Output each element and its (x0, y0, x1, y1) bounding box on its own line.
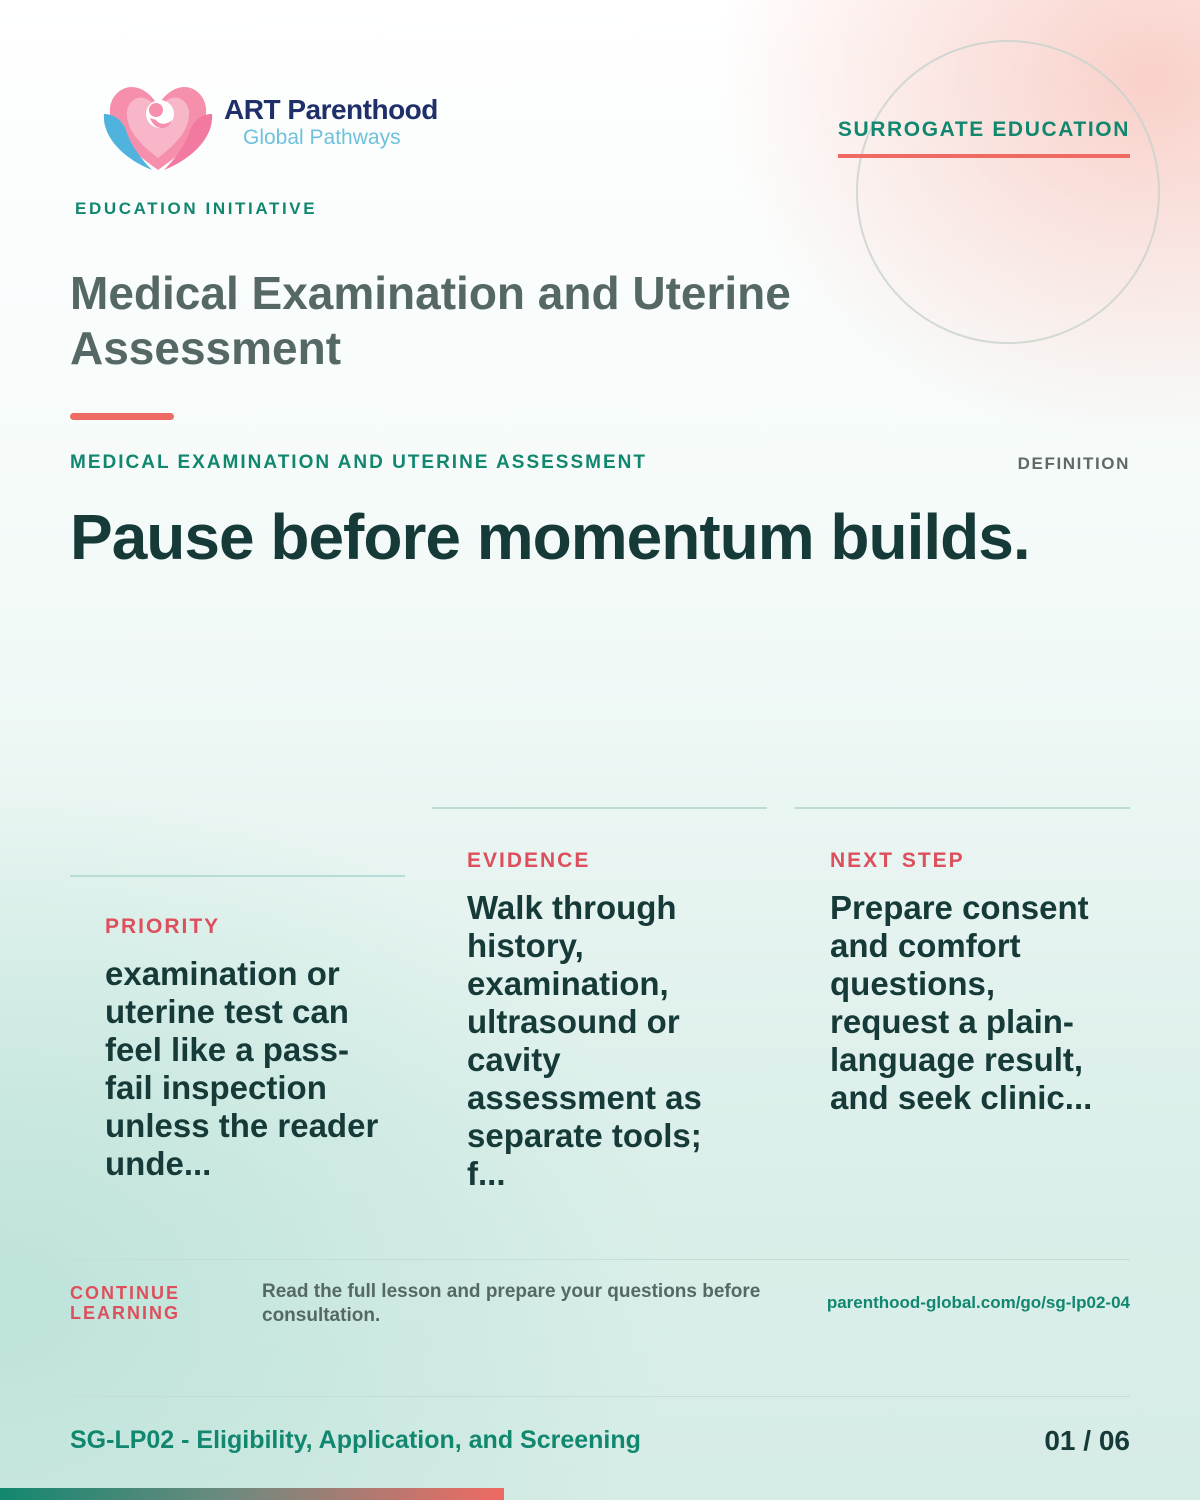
lesson-link[interactable]: parenthood-global.com/go/sg-lp02-04 (826, 1293, 1130, 1312)
column-label: PRIORITY (105, 915, 221, 938)
heart-hands-baby-icon (100, 74, 216, 174)
footer-divider (70, 1396, 1130, 1397)
headline: Pause before momentum builds. (70, 501, 1030, 573)
column-label: NEXT STEP (830, 849, 965, 872)
evidence-column (432, 807, 767, 1193)
column-label: EVIDENCE (467, 849, 591, 872)
next-step-column (795, 807, 1130, 1117)
page-title: Medical Examination and Uterine Assessment (70, 267, 791, 374)
decorative-circle (856, 40, 1160, 344)
priority-column (70, 875, 405, 1183)
initiative-label: EDUCATION INITIATIVE (75, 199, 318, 218)
page-number: 01 / 06 (1044, 1425, 1130, 1456)
column-text: Prepare consent and comfort questions, request a plain-language result, and seek clinic... (830, 889, 1093, 1116)
continue-text: Read the full lesson and prepare your questions before consultation. (262, 1281, 761, 1326)
section-type-label: DEFINITION (1017, 454, 1130, 473)
column-text: Walk through history, examination, ultrasound or cavity assessment as separate tools; f... (467, 889, 702, 1192)
accent-divider (70, 413, 174, 420)
progress-bar (0, 1488, 504, 1500)
brand-name: ART Parenthood (224, 94, 438, 125)
category-tag: SURROGATE EDUCATION (838, 118, 1130, 158)
section-divider (70, 1259, 1130, 1260)
brand-subtitle: Global Pathways (243, 126, 401, 149)
course-title: SG-LP02 - Eligibility, Application, and Screening (70, 1426, 641, 1454)
section-label: MEDICAL EXAMINATION AND UTERINE ASSESSMENT (70, 452, 647, 473)
column-text: examination or uterine test can feel like a pass-fail inspection unless the reader unde... (105, 955, 379, 1182)
continue-label: CONTINUE LEARNING (70, 1283, 180, 1323)
